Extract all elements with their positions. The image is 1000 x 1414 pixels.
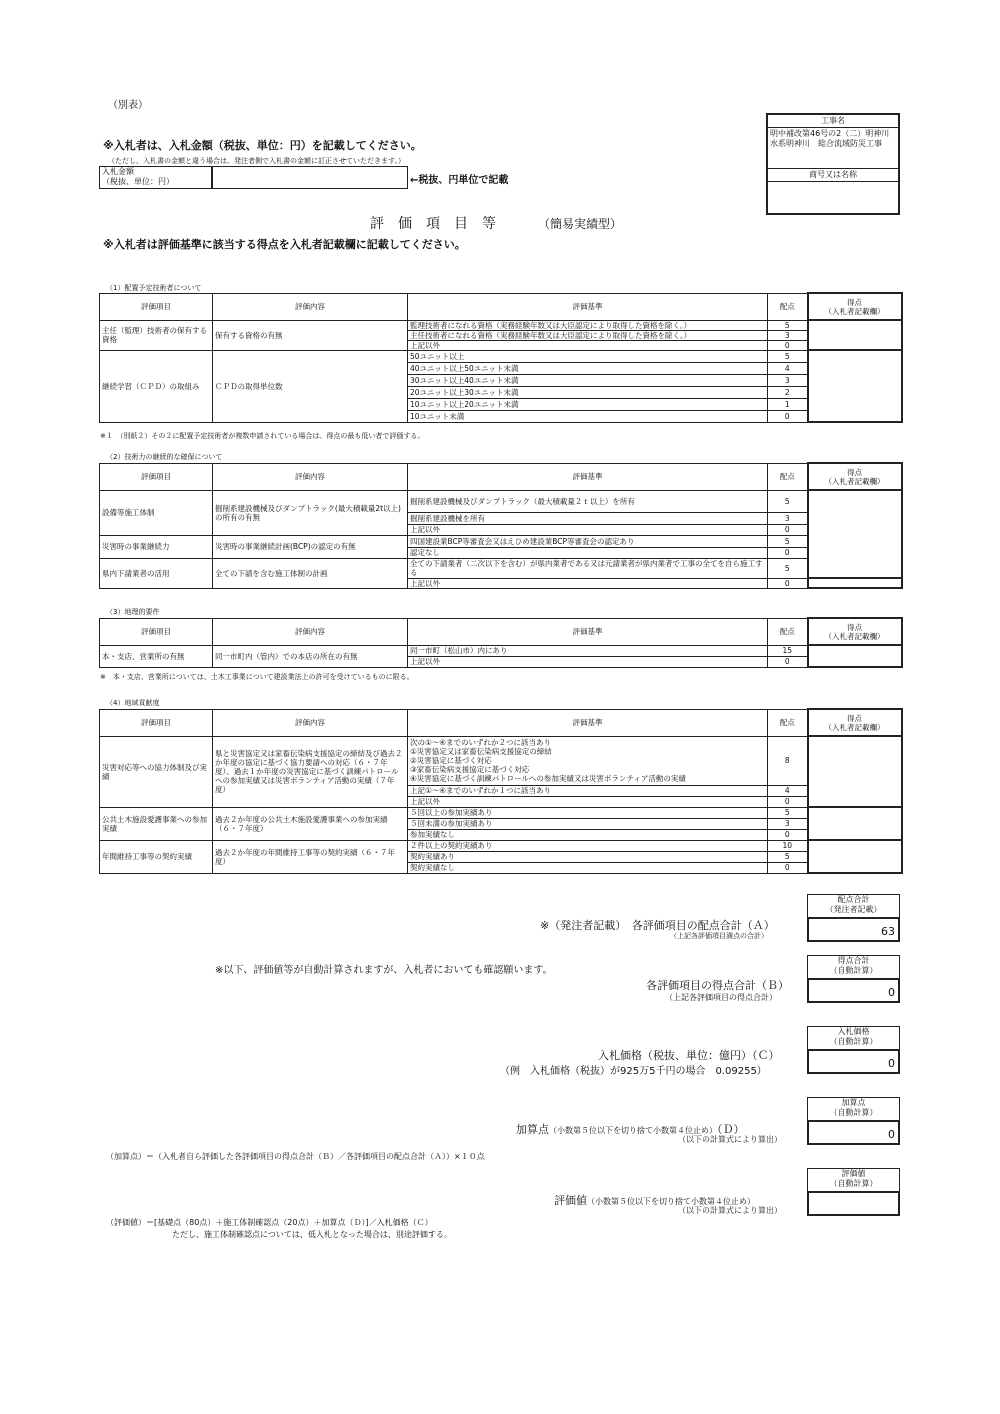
amount-instruction: ※入札者は、入札金額（税抜、単位：円）を記載してください。 (103, 139, 422, 152)
total-e-formula-note: ただし、施工体制確認点については、低入札となった場合は、別途評価する。 (172, 1230, 452, 1239)
section1-title: （1）配置予定技術者について (106, 284, 202, 292)
criteria-cell: 40ユニット以上50ユニット未満 (408, 362, 768, 374)
company-name-input[interactable] (768, 182, 898, 214)
criteria-cell: 50ユニット以上 (408, 350, 768, 362)
total-a-sub: （上記各評価項目満点の合計） (670, 932, 768, 940)
header-criteria: 評価基準 (408, 293, 768, 320)
points-cell: 0 (768, 656, 808, 667)
points-cell: 0 (768, 796, 808, 807)
points-cell: 0 (768, 547, 808, 558)
criteria-cell: 参加実績なし (408, 829, 768, 840)
total-e-header: 評価値 （自動計算） (807, 1168, 900, 1192)
table-row-content: 全ての下請を含む施工体制の計画 (213, 558, 408, 588)
header-score: 得点 （入札者記載欄） (808, 709, 902, 736)
criteria-cell: 上記①～④までのいずれか１つに該当あり (408, 785, 768, 796)
total-e-formula: （評価値）＝[基礎点（80点）＋施工体制確認点（20点）＋加算点（Ｄ）]／入札価格（Ｃ） (106, 1218, 433, 1227)
header-criteria: 評価基準 (408, 709, 768, 736)
points-cell: 10 (768, 840, 808, 851)
section2-table (99, 462, 903, 589)
score-input[interactable] (808, 840, 902, 873)
table-row-item: 年間維持工事等の契約実績 (100, 840, 213, 873)
header-points: 配点 (768, 709, 808, 736)
header-content: 評価内容 (213, 463, 408, 490)
section3-table (99, 617, 903, 668)
header-score: 得点 （入札者記載欄） (808, 618, 902, 645)
bid-amount-hint: ←税抜、円単位で記載 (410, 175, 509, 186)
section3-title: （3）地理的要件 (106, 608, 160, 616)
score-input[interactable] (808, 490, 902, 578)
table-row-item: 継続学習（ＣＰＤ）の取組み (100, 350, 213, 422)
total-c-value: 0 (807, 1049, 900, 1074)
header-score: 得点 （入札者記載欄） (808, 463, 902, 490)
table-row-content: 県と災害協定又は家畜伝染病支援協定の締結及び過去２か年度の協定に基づく協力要請への対応（６・７年度）、過去１か年度の災害協定に基づく訓練パトロールへの参加実績又は災害ボランティア活動の実績（７年度） (213, 736, 408, 807)
bid-amount-input[interactable] (212, 166, 408, 189)
criteria-cell: 20ユニット以上30ユニット未満 (408, 386, 768, 398)
criteria-cell: 全ての下請業者（二次以下を含む）が県内業者である又は元請業者が県内業者で工事の全てを自ら施工する (408, 558, 768, 578)
criteria-cell: 10ユニット未満 (408, 410, 768, 422)
criteria-cell: ５回未満の参加実績あり (408, 818, 768, 829)
score-instruction: ※入札者は評価基準に該当する得点を入札者記載欄に記載してください。 (103, 238, 466, 251)
header-item: 評価項目 (100, 463, 213, 490)
page-subtitle: （簡易実績型） (538, 217, 623, 231)
score-input[interactable] (808, 645, 902, 667)
table-row-item: 主任（監理）技術者の保有する資格 (100, 320, 213, 350)
annex-label: （別表） (108, 100, 148, 111)
criteria-cell: 10ユニット以上20ユニット未満 (408, 398, 768, 410)
bid-amount-label-box (99, 166, 212, 189)
total-c-header: 入札価格 （自動計算） (807, 1026, 900, 1050)
section4-title: （4）地域貢献度 (106, 699, 160, 707)
table-row-content: 保有する資格の有無 (213, 320, 408, 350)
section1-note: ※１ （別紙２）その２に配置予定技術者が複数申請されている場合は、得点の最も低い者で評価する。 (100, 432, 425, 440)
criteria-cell: 認定なし (408, 547, 768, 558)
points-cell: 3 (768, 330, 808, 340)
table-row-content: 過去２か年度の年間維持工事等の契約実績（６・７年度） (213, 840, 408, 873)
criteria-cell: 主任技術者になれる資格（実務経験年数又は大臣認定により取得した資格を除く。） (408, 330, 768, 340)
table-row-content: 掘削系建設機械及びダンプトラック(最大積載量2t以上)の所有の有無 (213, 490, 408, 535)
table-row-content: 過去２か年度の公共土木施設愛護事業への参加実績（６・７年度） (213, 807, 408, 840)
criteria-cell: 上記以外 (408, 656, 768, 667)
points-cell: 4 (768, 785, 808, 796)
criteria-cell: 上記以外 (408, 796, 768, 807)
project-box (766, 113, 900, 215)
score-input[interactable] (808, 807, 902, 840)
points-cell: 0 (768, 862, 808, 873)
criteria-cell: ５回以上の参加実績あり (408, 807, 768, 818)
bid-amount-label-1: 入札金額 (102, 167, 134, 176)
points-cell: 5 (768, 851, 808, 862)
points-cell: 4 (768, 362, 808, 374)
total-a-header: 配点合計 （発注者記載） (807, 894, 900, 918)
criteria-cell: 掘削系建設機械及びダンプトラック（最大積載量２ｔ以上）を所有 (408, 490, 768, 512)
points-cell: 3 (768, 512, 808, 524)
criteria-cell: 上記以外 (408, 524, 768, 535)
points-cell: 8 (768, 736, 808, 785)
table-row-content: 災害時の事業継続計画(BCP)の認定の有無 (213, 535, 408, 558)
total-d-formula: （加算点）＝（入札者自ら評価した各評価項目の得点合計（Ｂ）／各評価項目の配点合計（Ａ））×１０点 (106, 1152, 485, 1161)
total-d-label: 加算点（小数第５位以下を切り捨て小数第４位止め）（Ｄ） (516, 1123, 745, 1136)
points-cell: 0 (768, 524, 808, 535)
total-d-header: 加算点 （自動計算） (807, 1097, 900, 1121)
bid-amount-label-2: （税抜、単位：円） (102, 177, 174, 186)
points-cell: 2 (768, 386, 808, 398)
header-item: 評価項目 (100, 293, 213, 320)
page-title: 評 価 項 目 等 (370, 216, 496, 232)
section4-table (99, 708, 903, 874)
points-cell: 0 (768, 340, 808, 350)
header-content: 評価内容 (213, 709, 408, 736)
table-row-item: 災害時の事業継続力 (100, 535, 213, 558)
total-c-label: 入札価格（税抜、単位：億円）（Ｃ） (598, 1049, 780, 1062)
header-item: 評価項目 (100, 618, 213, 645)
criteria-cell: 同一市町（松山市）内にあり (408, 645, 768, 656)
points-cell: 3 (768, 374, 808, 386)
criteria-cell: 四国建設業BCP等審査会又はえひめ建設業BCP等審査会の認定あり (408, 535, 768, 547)
total-b-sub: （上記各評価項目の得点合計） (665, 993, 777, 1002)
score-input[interactable] (808, 578, 902, 588)
project-name-value: 明中補改第46号の2（二）明神川水系明神川 総合流域防災工事 (768, 128, 898, 169)
section3-note: ※ 本・支店、営業所については、土木工事業について建設業法上の許可を受けているものに限る。 (100, 673, 414, 681)
total-b-label: 各評価項目の得点合計（Ｂ） (646, 979, 789, 992)
points-cell: 0 (768, 829, 808, 840)
header-criteria: 評価基準 (408, 463, 768, 490)
total-c-sub: （例 入札価格（税抜）が925万5千円の場合 0.09255） (500, 1066, 767, 1077)
criteria-cell: 上記以外 (408, 340, 768, 350)
table-row-content: ＣＰＤの取得単位数 (213, 350, 408, 422)
criteria-cell-multi: 次の①～④までのいずれか２つに該当あり ①災害協定又は家畜伝染病支援協定の締結 ②災害協定に基づく対応 ③家畜伝染病支援協定に基づく対応 ④災害協定に基づく訓練パトロールへの参加実績又は災害ボランティア活動の実績 (408, 736, 768, 785)
points-cell: 5 (768, 490, 808, 512)
table-row-item: 本・支店、営業所の有無 (100, 645, 213, 667)
total-e-value (807, 1191, 900, 1216)
header-criteria: 評価基準 (408, 618, 768, 645)
total-a-value: 63 (807, 917, 900, 942)
score-input[interactable] (808, 320, 902, 350)
points-cell: 0 (768, 410, 808, 422)
amount-note: （ただし、入札書の金額と違う場合は、発注者側で入札書の金額に訂正させていただきます。） (108, 157, 405, 165)
points-cell: 5 (768, 350, 808, 362)
total-e-label: 評価値（小数第５位以下を切り捨て小数第４位止め） (554, 1194, 755, 1207)
criteria-cell: 契約実績あり (408, 851, 768, 862)
points-cell: 5 (768, 320, 808, 330)
header-item: 評価項目 (100, 709, 213, 736)
criteria-cell: 監理技術者になれる資格（実務経験年数又は大臣認定により取得した資格を除く。） (408, 320, 768, 330)
auto-calc-note: ※以下、評価値等が自動計算されますが、入札者においても確認願います。 (215, 965, 553, 976)
total-b-value: 0 (807, 978, 900, 1003)
header-content: 評価内容 (213, 293, 408, 320)
header-points: 配点 (768, 618, 808, 645)
criteria-cell: 契約実績なし (408, 862, 768, 873)
points-cell: 5 (768, 535, 808, 547)
points-cell: 5 (768, 807, 808, 818)
table-row-item: 災害対応等への協力体制及び実績 (100, 736, 213, 807)
table-row-item: 県内下請業者の活用 (100, 558, 213, 588)
section2-title: （2）技術力の継続的な確保について (106, 453, 223, 461)
total-e-sub: （以下の計算式により算出） (678, 1206, 782, 1215)
criteria-cell: 掘削系建設機械を所有 (408, 512, 768, 524)
total-a-label: ※（発注者記載） 各評価項目の配点合計（Ａ） (540, 919, 775, 932)
table-row-item: 公共土木施設愛護事業への参加実績 (100, 807, 213, 840)
section1-table (99, 292, 903, 423)
table-row-item: 設備等施工体制 (100, 490, 213, 535)
points-cell: 15 (768, 645, 808, 656)
project-name-label: 工事名 (768, 115, 898, 128)
header-score: 得点 （入札者記載欄） (808, 293, 902, 320)
points-cell: 5 (768, 558, 808, 578)
table-row-content: 同一市町内（管内）での本店の所在の有無 (213, 645, 408, 667)
criteria-cell: 30ユニット以上40ユニット未満 (408, 374, 768, 386)
criteria-cell: ２件以上の契約実績あり (408, 840, 768, 851)
header-points: 配点 (768, 293, 808, 320)
points-cell: 3 (768, 818, 808, 829)
header-content: 評価内容 (213, 618, 408, 645)
company-name-label: 商号又は名称 (768, 169, 898, 182)
total-d-value: 0 (807, 1120, 900, 1145)
criteria-cell: 上記以外 (408, 578, 768, 588)
total-d-sub: （以下の計算式により算出） (678, 1135, 782, 1144)
total-b-header: 得点合計 （自動計算） (807, 955, 900, 979)
score-input[interactable] (808, 350, 902, 422)
header-points: 配点 (768, 463, 808, 490)
points-cell: 0 (768, 578, 808, 588)
points-cell: 1 (768, 398, 808, 410)
score-input[interactable] (808, 736, 902, 807)
